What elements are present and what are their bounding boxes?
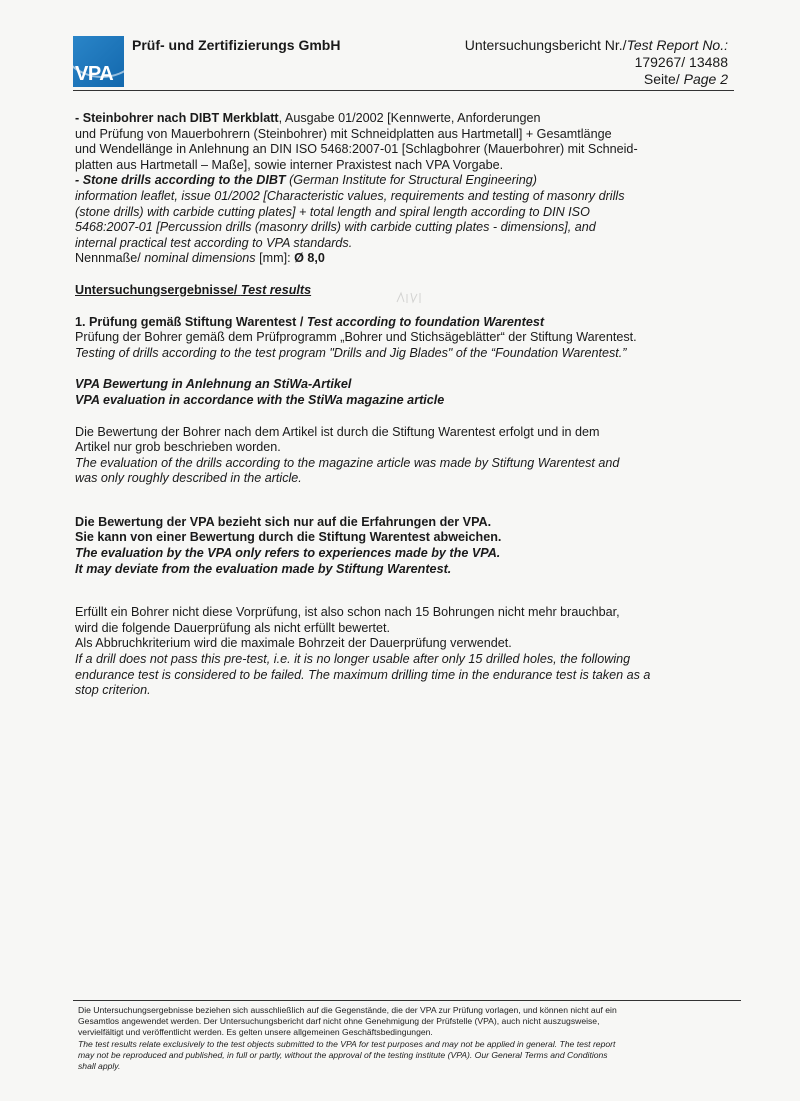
- intro-de-rest: , Ausgabe 01/2002 [Kennwerte, Anforderungen: [278, 111, 541, 125]
- intro-de-line-4: platten aus Hartmetall – Maße], sowie interner Praxistest nach VPA Vorgabe.: [75, 157, 504, 172]
- nominal-value: Ø 8,0: [294, 251, 325, 266]
- vpa-eval-title-de: VPA Bewertung in Anlehnung an StiWa-Artikel: [75, 377, 352, 392]
- intro-de-line-2: und Prüfung von Mauerbohrern (Steinbohrer) mit Schneidplatten aus Hartmetall] + Gesamtlänge: [75, 126, 612, 141]
- company-name: Prüf- und Zertifizierungs GmbH: [132, 37, 341, 53]
- vpa-eval-en-line-1: The evaluation of the drills according to the magazine article was made by Stiftung Warentest and: [75, 455, 620, 470]
- footer-de-line-1: Die Untersuchungsergebnisse beziehen sich ausschließlich auf die Gegenstände, die der VPA zur Prüfung vorlagen, und können nicht auf ein: [78, 1005, 617, 1015]
- disclaimer-de-line-2: Sie kann von einer Bewertung durch die Stiftung Warentest abweichen.: [75, 530, 502, 545]
- section1-text-en: Testing of drills according to the test program "Drills and Jig Blades" of the “Foundation Warentest.”: [75, 345, 627, 360]
- disclaimer-en-line-1: The evaluation by the VPA only refers to experiences made by the VPA.: [75, 546, 501, 561]
- logo-text: VPA: [75, 63, 114, 85]
- nominal-de: Nennmaße/: [75, 251, 145, 266]
- pretest-en-line-1: If a drill does not pass this pre-test, i.e. it is no longer usable after only 15 drilled holes, the following: [75, 652, 631, 667]
- report-body: [75, 111, 737, 699]
- disclaimer-de-line-1: Die Bewertung der VPA bezieht sich nur auf die Erfahrungen der VPA.: [75, 514, 492, 529]
- results-heading-en: Test results: [240, 282, 312, 297]
- vpa-eval-en-line-2: was only roughly described in the article.: [75, 471, 302, 486]
- report-label-de: Untersuchungsbericht Nr./: [464, 37, 627, 53]
- page-number: [644, 71, 728, 87]
- page-label-en: Page 2: [683, 71, 728, 87]
- pretest-de-line-3: Als Abbruchkriterium wird die maximale Bohrzeit der Dauerprüfung verwendet.: [75, 636, 512, 651]
- section1-title: [75, 315, 737, 331]
- intro-de-line-1: [75, 111, 737, 127]
- nominal-dimensions: [75, 251, 737, 267]
- intro-en-line-1: [75, 173, 737, 189]
- footer-divider: [73, 1000, 741, 1001]
- header-divider: [73, 90, 734, 91]
- footer-en-line-3: shall apply.: [78, 1061, 121, 1072]
- footer-legal-note: [78, 1005, 742, 1072]
- footer-de-line-2: Gesamtlos angewendet werden. Der Untersuchungsbericht darf nicht ohne Genehmigung der Prüfstelle (VPA), auch nicht auszugsweise,: [78, 1016, 600, 1027]
- section1-text-de: Prüfung der Bohrer gemäß dem Prüfprogramm „Bohrer und Stichsägeblätter“ der Stiftung Warentest.: [75, 330, 637, 345]
- nominal-unit: [mm]:: [255, 251, 295, 266]
- report-number: 179267/ 13488: [634, 54, 728, 70]
- pretest-en-line-2: endurance test is considered to be failed. The maximum drilling time in the endurance test is taken as a: [75, 667, 651, 682]
- page-label-de: Seite/: [643, 71, 684, 87]
- results-heading: [75, 283, 737, 299]
- vpa-eval-de-line-2: Artikel nur grob beschrieben worden.: [75, 440, 281, 455]
- intro-de-line-3: und Wendellänge in Anlehnung an DIN ISO 5468:2007-01 [Schlagbohrer (Mauerbohrer) mit Schneid-: [75, 142, 638, 157]
- footer-de-line-3: vervielfältigt und veröffentlicht werden. Es gelten unsere allgemeinen Geschäftsbedingungen.: [78, 1027, 433, 1038]
- intro-en-bold: - Stone drills according to the DIBT: [75, 173, 286, 188]
- intro-en-line-3: (stone drills) with carbide cutting plates] + total length and spiral length according to DIN ISO: [75, 204, 590, 219]
- intro-en-line-4: 5468:2007-01 [Percussion drills (masonry drills) with carbide cutting plates - dimensions], and: [75, 220, 596, 235]
- disclaimer-en-line-2: It may deviate from the evaluation made by Stiftung Warentest.: [75, 561, 452, 576]
- section1-title-en: Test according to foundation Warentest: [306, 314, 545, 329]
- footer-en-line-1: The test results relate exclusively to the test objects submitted to the VPA for test purposes and may not be applied in general. The test report: [78, 1038, 616, 1049]
- results-heading-de: Untersuchungsergebnisse/: [75, 282, 241, 297]
- intro-de-bold: - Steinbohrer nach DIBT Merkblatt: [75, 111, 279, 125]
- section1-title-de: 1. Prüfung gemäß Stiftung Warentest /: [75, 314, 307, 329]
- footer-en-line-2: may not be reproduced and published, in full or partly, without the approval of the testing institute (VPA). Our General Terms and Conditions: [78, 1049, 608, 1060]
- report-label: [465, 37, 728, 53]
- intro-en-rest: (German Institute for Structural Engineering): [285, 173, 537, 188]
- pretest-de-line-2: wird die folgende Dauerprüfung als nicht erfüllt bewertet.: [75, 620, 391, 635]
- report-label-en: Test Report No.:: [626, 37, 728, 53]
- nominal-en: nominal dimensions: [144, 251, 256, 266]
- vpa-eval-de-line-1: Die Bewertung der Bohrer nach dem Artikel ist durch die Stiftung Warentest erfolgt und in dem: [75, 424, 600, 439]
- pretest-en-line-3: stop criterion.: [75, 683, 151, 698]
- intro-en-line-2: information leaflet, issue 01/2002 [Characteristic values, requirements and testing of masonry drills: [75, 188, 625, 203]
- intro-en-line-5: internal practical test according to VPA standards.: [75, 235, 353, 250]
- vpa-eval-title-en: VPA evaluation in accordance with the StiWa magazine article: [75, 392, 445, 407]
- vpa-logo: [73, 36, 124, 87]
- pretest-de-line-1: Erfüllt ein Bohrer nicht diese Vorprüfung, ist also schon nach 15 Bohrungen nicht mehr brauchbar,: [75, 605, 620, 620]
